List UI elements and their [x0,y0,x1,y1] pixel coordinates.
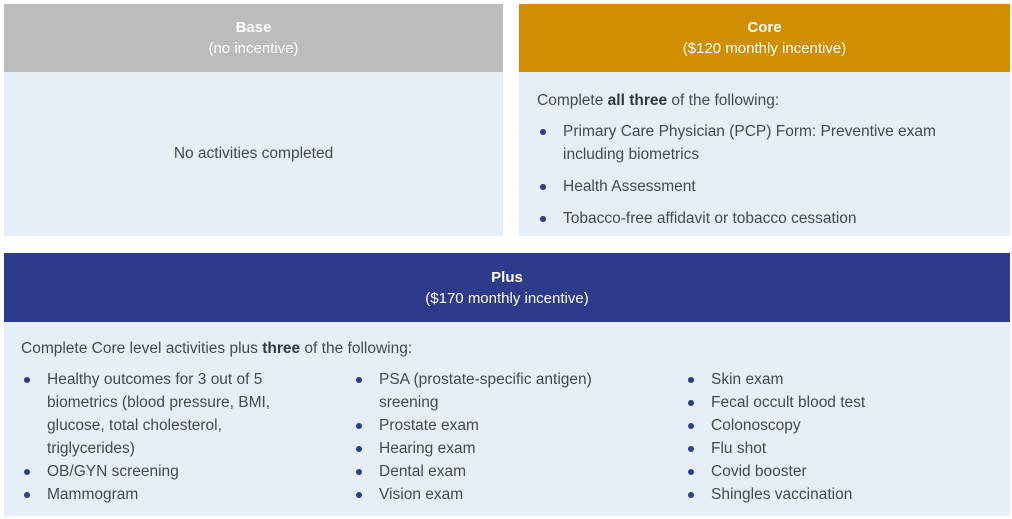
core-tier-body [519,72,1010,236]
core-activity-list [537,120,992,230]
base-tier-card [4,4,503,236]
plus-tier-card [4,253,1010,516]
plus-tier-header [4,253,1010,322]
core-tier-incentive: ($120 monthly incentive) [682,40,847,57]
list-item: Shingles vaccination [685,483,985,506]
base-tier-title: Base [235,19,272,36]
list-item: Hearing exam [353,437,685,460]
core-tier-card [519,4,1010,236]
plus-intro-pre: Complete Core level activities plus [21,340,263,357]
core-intro-bold: all three [607,92,668,109]
base-tier-body [4,72,503,236]
list-item: PSA (prostate-specific antigen) sreening [353,368,685,414]
list-item: Vision exam [353,483,685,506]
core-intro-pre: Complete [537,92,608,109]
base-tier-header [4,4,503,72]
list-item: Healthy outcomes for 3 out of 5 biometrics (blood pressure, BMI, glucose, total cholesterol, triglycerides) [21,368,353,460]
list-item: Primary Care Physician (PCP) Form: Preventive exam including biometrics [537,120,992,166]
list-item: Colonoscopy [685,414,985,437]
list-item: Covid booster [685,460,985,483]
plus-activity-list-col1 [21,368,353,506]
plus-tier-title: Plus [491,268,523,286]
list-item: Fecal occult blood test [685,391,985,414]
list-item: OB/GYN screening [21,460,353,483]
list-item: Health Assessment [537,175,992,198]
core-tier-header [519,4,1010,72]
plus-activity-list-col2 [353,368,685,506]
plus-activity-list-col3 [685,368,985,506]
list-item: Dental exam [353,460,685,483]
list-item: Skin exam [685,368,985,391]
list-item: Prostate exam [353,414,685,437]
plus-activity-columns [21,368,993,506]
base-tier-description: No activities completed [173,145,334,162]
plus-tier-intro [21,337,993,360]
plus-intro-bold: three [262,340,301,357]
list-item: Flu shot [685,437,985,460]
plus-tier-body [4,322,1010,516]
core-tier-intro [537,89,992,112]
list-item: Tobacco-free affidavit or tobacco cessation [537,207,992,230]
plus-tier-incentive: ($170 monthly incentive) [425,289,589,307]
base-tier-incentive: (no incentive) [208,40,299,57]
plus-intro-post: of the following: [300,340,413,357]
core-intro-post: of the following: [667,92,780,109]
list-item: Mammogram [21,483,353,506]
core-tier-title: Core [747,19,782,36]
